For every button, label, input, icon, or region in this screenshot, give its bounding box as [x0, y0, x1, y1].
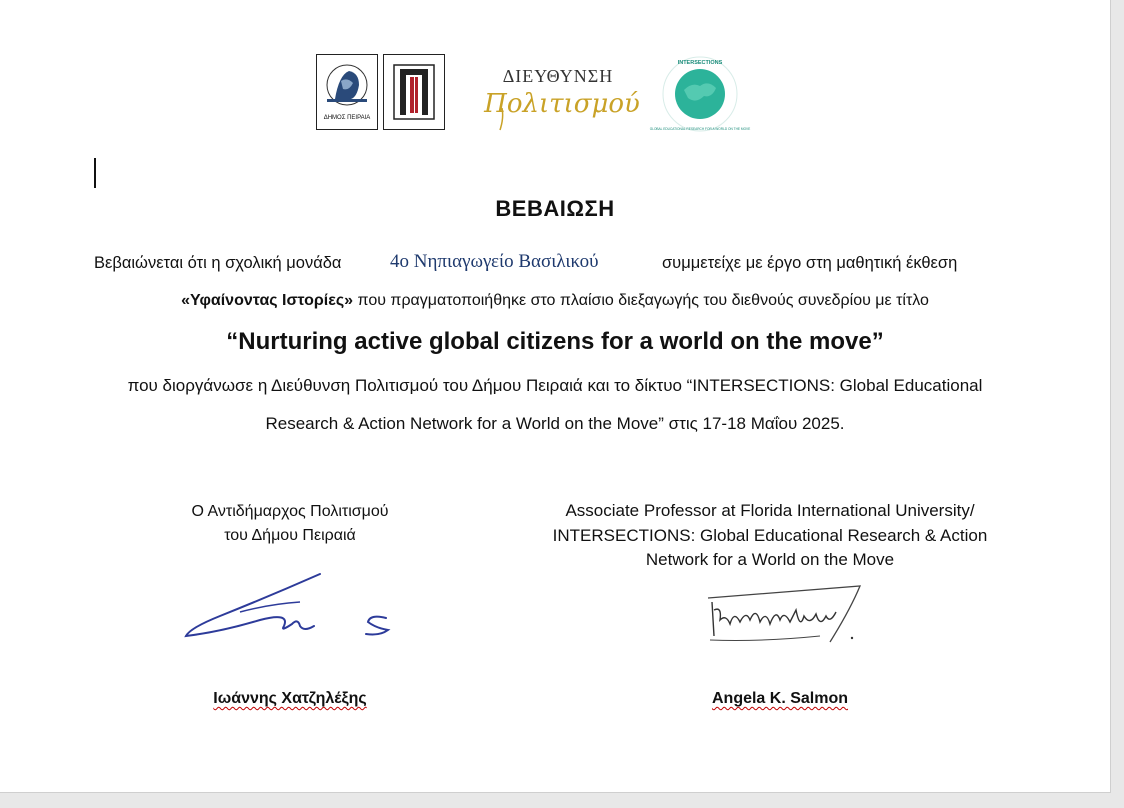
certificate-line2 — [0, 292, 1110, 310]
certificate-line3: που διοργάνωσε η Διεύθυνση Πολιτισμού του Δήμου Πειραιά και το δίκτυο “INTERSECTIONS: Global Educational — [127, 376, 983, 395]
left-role-line2: του Δήμου Πειραιά — [224, 527, 356, 544]
left-handwritten-signature — [180, 566, 400, 646]
certificate-line2-text: που πραγματοποιήθηκε στο πλαίσιο διεξαγωγής του διεθνούς συνεδρίου με τίτλο — [353, 292, 929, 309]
right-role-line3: Network for a World on the Move — [645, 550, 895, 569]
certificate-line1-prefix: Βεβαιώνεται ότι η σχολική μονάδα — [94, 254, 342, 272]
right-name-text: Angela K. Salmon — [711, 690, 849, 707]
left-signatory-role — [140, 500, 440, 548]
piraeus-logo-text: ΔΗΜΟΣ ΠΕΙΡΑΙΑ — [323, 115, 371, 121]
left-role-line1: Ο Αντιδήμαρχος Πολιτισμού — [191, 503, 389, 520]
right-signatory-role — [520, 499, 1020, 573]
conference-title: “Nurturing active global citizens for a world on the move” — [226, 328, 884, 355]
certificate-title: ΒΕΒΑΙΩΣΗ — [495, 196, 615, 221]
right-handwritten-signature — [700, 580, 870, 650]
pi-emblem-logo — [383, 54, 445, 130]
intersections-text: INTERSECTIONS — [677, 60, 723, 66]
right-role-line1: Associate Professor at Florida International University/ — [565, 501, 975, 520]
intersections-ring-text: GLOBAL EDUCATIONAL RESEARCH FOR A WORLD ON THE MOVE — [649, 127, 751, 131]
right-role-line2: INTERSECTIONS: Global Educational Research & Action — [552, 525, 988, 545]
right-signatory-name — [630, 690, 930, 708]
left-name-text: Ιωάννης Χατζηλέξης — [213, 690, 367, 707]
left-signatory-name — [140, 690, 440, 708]
certificate-line1-suffix: συμμετείχε με έργο στη μαθητική έκθεση — [662, 254, 958, 272]
intersections-logo — [649, 54, 751, 134]
school-name: 4ο Νηπιαγωγείο Βασιλικού — [390, 251, 599, 272]
text-cursor — [94, 158, 96, 188]
directorate-of-culture-logo — [484, 60, 650, 140]
politismou-text: Πολιτισμού — [484, 89, 640, 119]
municipality-of-piraeus-logo — [316, 54, 378, 130]
exhibition-name: «Υφαίνοντας Ιστορίες» — [181, 292, 354, 309]
certificate-line4: Research & Action Network for a World on the Move” στις 17-18 Μαΐου 2025. — [265, 414, 845, 433]
dieuthinsi-text: ΔΙΕΥΘΥΝΣΗ — [502, 66, 614, 86]
